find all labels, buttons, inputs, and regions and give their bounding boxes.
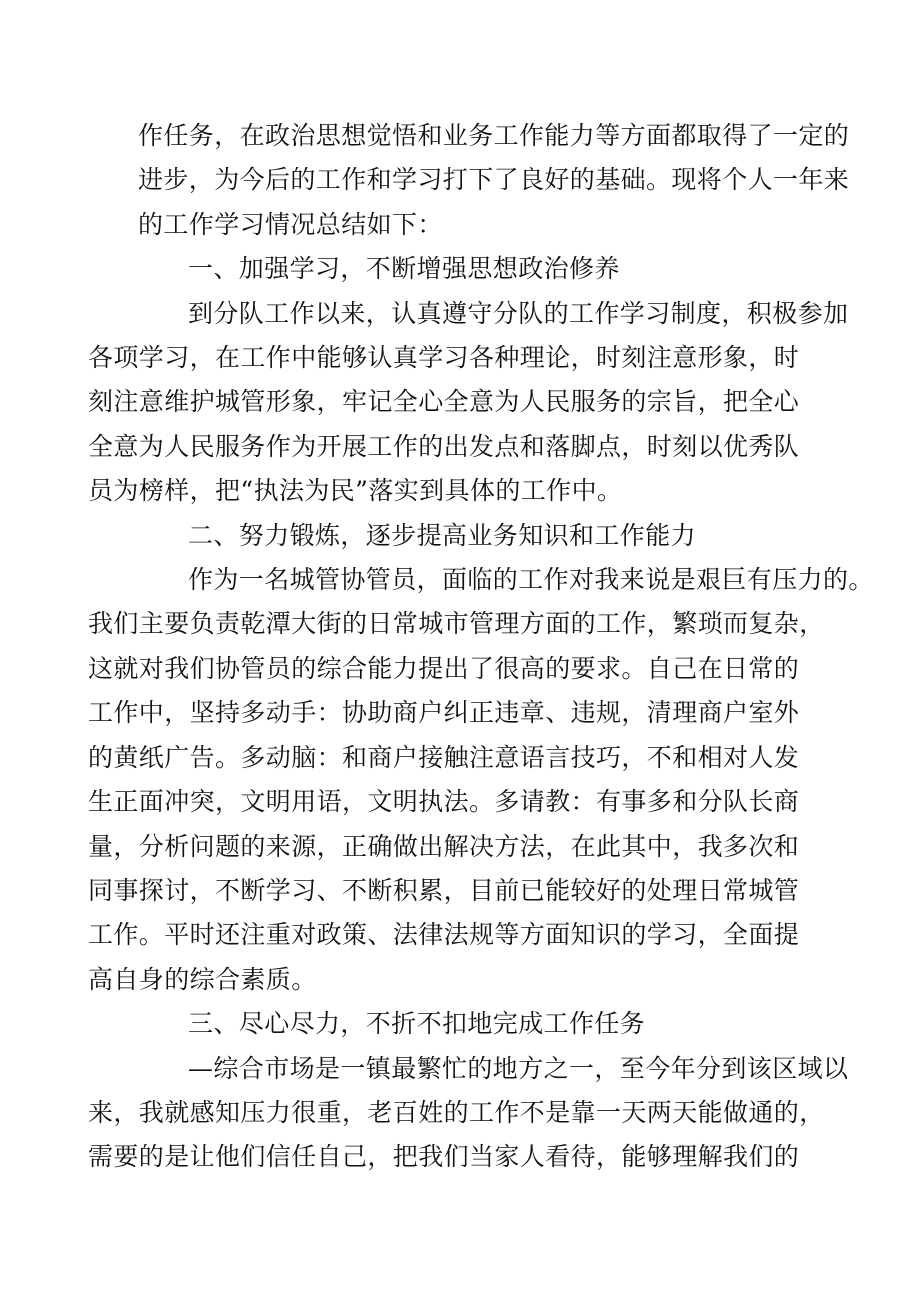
text-line: 这就对我们协管员的综合能力提出了很高的要求。自己在日常的 bbox=[88, 653, 800, 683]
paragraph-intro bbox=[138, 114, 850, 247]
text-line: 刻注意维护城管形象，牢记全心全意为人民服务的宗旨，把全心 bbox=[88, 387, 800, 417]
section-heading-3 bbox=[138, 1002, 788, 1046]
paragraph-section-2 bbox=[88, 558, 874, 1002]
paragraph-section-1 bbox=[88, 292, 849, 514]
text-line: 全意为人民服务作为开展工作的出发点和落脚点，时刻以优秀队 bbox=[88, 431, 800, 461]
document-body bbox=[88, 114, 874, 1180]
text-line: 来，我就感知压力很重，老百姓的工作不是靠一天两天能做通的， bbox=[88, 1097, 825, 1127]
text-line: 到分队工作以来，认真遵守分队的工作学习制度，积极参加 bbox=[188, 298, 849, 328]
text-line: 进步，为今后的工作和学习打下了良好的基础。现将个人一年来 bbox=[138, 165, 850, 195]
text-line: 各项学习，在工作中能够认真学习各种理论，时刻注意形象，时 bbox=[88, 343, 800, 373]
text-line: —综合市场是一镇最繁忙的地方之一，至今年分到该区域以 bbox=[188, 1053, 849, 1083]
text-line: 的工作学习情况总结如下： bbox=[138, 209, 443, 239]
text-line: 的黄纸广告。多动脑：和商户接触注意语言技巧，不和相对人发 bbox=[88, 742, 800, 772]
text-line: 员为榜样，把“执法为民”落实到具体的工作中。 bbox=[88, 476, 623, 506]
section-heading-2 bbox=[138, 514, 788, 558]
heading-text: 一、加强学习，不断增强思想政治修养 bbox=[188, 254, 620, 284]
text-line: 作为一名城管协管员，面临的工作对我来说是艰巨有压力的。 bbox=[188, 565, 874, 595]
heading-text: 二、努力锻炼，逐步提高业务知识和工作能力 bbox=[188, 520, 697, 550]
text-line: 作任务，在政治思想觉悟和业务工作能力等方面都取得了一定的 bbox=[138, 121, 850, 150]
text-line: 同事探讨，不断学习、不断积累，目前已能较好的处理日常城管 bbox=[88, 875, 800, 905]
text-line: 需要的是让他们信任自己，把我们当家人看待，能够理解我们的 bbox=[88, 1142, 800, 1172]
text-line: 高自身的综合素质。 bbox=[88, 964, 317, 994]
text-line: 生正面冲突，文明用语，文明执法。多请教：有事多和分队长商 bbox=[88, 787, 800, 817]
text-line: 量，分析问题的来源，正确做出解决方法，在此其中，我多次和 bbox=[88, 831, 800, 861]
paragraph-section-3 bbox=[88, 1047, 849, 1180]
heading-text: 三、尽心尽力，不折不扣地完成工作任务 bbox=[188, 1009, 646, 1039]
section-heading-1 bbox=[138, 247, 788, 291]
text-line: 工作中，坚持多动手：协助商户纠正违章、违规，清理商户室外 bbox=[88, 698, 800, 728]
text-line: 我们主要负责乾潭大街的日常城市管理方面的工作，繁琐而复杂， bbox=[88, 609, 825, 639]
text-line: 工作。平时还注重对政策、法律法规等方面知识的学习，全面提 bbox=[88, 920, 800, 950]
